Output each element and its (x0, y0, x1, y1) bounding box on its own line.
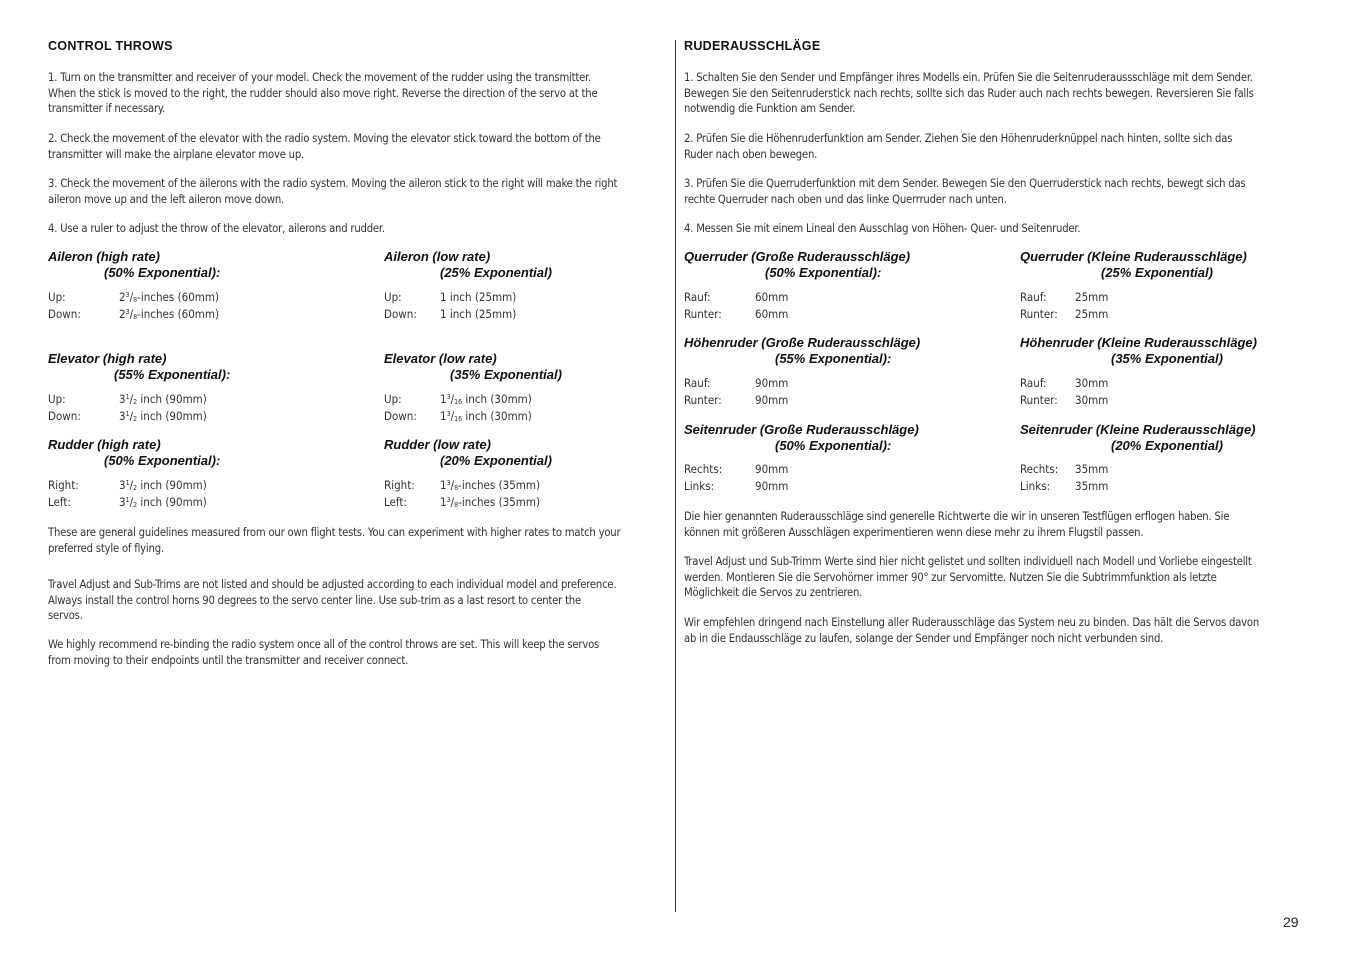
value-whole: 1 (440, 495, 447, 509)
subheading-line: Elevator (low rate) (384, 351, 497, 366)
throw-value: $2^3/_8$-inches (60mm) (119, 290, 219, 304)
instruction-2-en (48, 131, 665, 162)
rebinding-note-en (48, 637, 665, 668)
throw-label: Rechts: (684, 462, 723, 476)
throw-value: 60mm (755, 290, 789, 304)
throw-value: $1^3/_8$-inches (35mm) (440, 478, 540, 492)
text-line: 3. Check the movement of the ailerons with the radio system. Moving the aileron stick to the right will make the right (48, 177, 618, 190)
section-heading-en: CONTROL THROWS (48, 39, 173, 53)
instruction-3-en (48, 176, 665, 207)
subheading-line: (50% Exponential): (104, 453, 221, 468)
value-rest: inch (90mm) (137, 478, 207, 492)
value-rest: inch (90mm) (137, 495, 207, 509)
value-rest: inch (90mm) (137, 392, 207, 406)
querruder-low-rate-title (1020, 249, 1247, 281)
text-line: We highly recommend re-binding the radio system once all of the control throws are set. This will keep the servos (48, 638, 600, 651)
page-number: 29 (1283, 914, 1299, 930)
throw-value: 90mm (755, 376, 789, 390)
throw-label: Up: (48, 392, 66, 406)
fraction-numerator: 1 (125, 496, 130, 504)
subheading-line: (25% Exponential) (440, 265, 552, 280)
fraction-denominator: 2 (133, 398, 138, 406)
throw-value: $1^3/_8$-inches (35mm) (440, 495, 540, 509)
text-line: 1. Schalten Sie den Sender und Empfänger ihres Modells ein. Prüfen Sie die Seitenruderaussschläge mit dem Sender. (684, 71, 1253, 84)
subheading-line: Höhenruder (Kleine Ruderausschläge) (1020, 335, 1257, 350)
text-line: Travel Adjust and Sub-Trims are not listed and should be adjusted according to each individual model and preference. (48, 578, 617, 591)
value-rest: inch (90mm) (137, 409, 207, 423)
value-whole: 1 (440, 392, 447, 406)
subheading-line: Querruder (Große Ruderausschläge) (684, 249, 911, 264)
throw-value: 25mm (1075, 290, 1109, 304)
elevator-high-rate-title (48, 351, 230, 383)
instruction-3-de (684, 176, 1304, 207)
value-rest: inch (30mm) (462, 409, 532, 423)
throw-label: Rauf: (1020, 290, 1047, 304)
subheading-line: (50% Exponential): (775, 438, 892, 453)
throw-value: 90mm (755, 393, 789, 407)
throw-label: Down: (384, 307, 417, 321)
subheading-line: (55% Exponential): (114, 367, 231, 382)
fraction-denominator: 2 (133, 484, 138, 492)
throw-value: 60mm (755, 307, 789, 321)
value-rest: -inches (35mm) (458, 478, 540, 492)
throw-value: $3^1/_2$ inch (90mm) (119, 478, 207, 492)
throw-label: Rauf: (1020, 376, 1047, 390)
text-line: When the stick is moved to the right, the rudder should also move right. Reverse the direction of the servo at the (48, 86, 598, 100)
subheading-line: (50% Exponential): (765, 265, 882, 280)
text-line: Bewegen Sie den Seitenruderstick nach rechts, sollte sich das Ruder auch nach rechts bewegen. Reversieren Sie falls (684, 86, 1254, 100)
text-line: These are general guidelines measured from our own flight tests. You can experiment with higher rates to match your (48, 526, 621, 539)
fraction-denominator: 8 (454, 501, 459, 509)
subheading-line: Höhenruder (Große Ruderausschläge) (684, 335, 921, 350)
instruction-4-en (48, 221, 665, 237)
throw-value: $3^1/_2$ inch (90mm) (119, 409, 207, 423)
value-whole: 3 (119, 478, 126, 492)
fraction-denominator: 2 (133, 501, 138, 509)
throw-value: $1^3/_{16}$ inch (30mm) (440, 392, 532, 406)
subheading-line: (50% Exponential): (104, 265, 221, 280)
section-heading-de: RUDERAUSSCHLÄGE (684, 39, 821, 53)
guidelines-note-de (684, 509, 1304, 540)
instruction-2-de (684, 131, 1304, 162)
text-line: Möglichkeit die Servos zu zentrieren. (684, 586, 863, 599)
throw-value: 35mm (1075, 479, 1109, 493)
fraction-denominator: 8 (454, 484, 459, 492)
throw-value: $3^1/_2$ inch (90mm) (119, 392, 207, 406)
fraction-numerator: 3 (446, 393, 451, 401)
instruction-4-de (684, 221, 1304, 237)
subheading-line: Rudder (high rate) (48, 437, 161, 452)
throw-label: Up: (384, 392, 402, 406)
throw-label: Runter: (684, 307, 722, 321)
throw-label: Runter: (1020, 393, 1058, 407)
throw-value: $3^1/_2$ inch (90mm) (119, 495, 207, 509)
value-rest: -inches (60mm) (137, 307, 219, 321)
text-line: transmitter if necessary. (48, 102, 166, 115)
fraction-denominator: 8 (133, 296, 138, 304)
throw-value: 1 inch (25mm) (440, 290, 517, 304)
fraction-numerator: 3 (446, 496, 451, 504)
subheading-line: Querruder (Kleine Ruderausschläge) (1020, 249, 1247, 264)
throw-value: 90mm (755, 462, 789, 476)
text-line: notwendig die Funktion am Sender. (684, 102, 856, 115)
subheading-line: (25% Exponential) (1101, 265, 1213, 280)
fraction-denominator: 8 (133, 313, 138, 321)
subheading-line: Seitenruder (Große Ruderausschläge) (684, 422, 919, 437)
text-line: 1. Turn on the transmitter and receiver of your model. Check the movement of the rudder using the transmitter. (48, 71, 592, 84)
text-line: Wir empfehlen dringend nach Einstellung aller Ruderausschläge das System neu zu binden. Das hält die Servos davon (684, 616, 1260, 629)
aileron-high-rate-title (48, 249, 220, 281)
text-line: transmitter will make the airplane elevator move up. (48, 147, 305, 161)
text-line: 4. Messen Sie mit einem Lineal den Ausschlag von Höhen- Quer- und Seitenruder. (684, 222, 1081, 235)
instruction-1-de (684, 70, 1304, 117)
subheading-line: (20% Exponential) (1111, 438, 1223, 453)
rudder-high-rate-title (48, 437, 220, 469)
hoehenruder-high-rate-title (684, 335, 920, 367)
rudder-low-rate-title (384, 437, 552, 469)
subheading-line: Aileron (low rate) (384, 249, 491, 264)
fraction-numerator: 3 (125, 291, 130, 299)
value-whole: 2 (119, 307, 126, 321)
rebinding-note-de (684, 615, 1304, 646)
subheading-line: (35% Exponential) (450, 367, 562, 382)
fraction-numerator: 3 (446, 479, 451, 487)
text-line: aileron move up and the left aileron move down. (48, 192, 285, 206)
fraction-numerator: 1 (125, 410, 130, 418)
throw-label: Links: (1020, 479, 1051, 493)
instruction-1-en (48, 70, 665, 117)
value-whole: 2 (119, 290, 126, 304)
text-line: 2. Prüfen Sie die Höhenruderfunktion am Sender. Ziehen Sie den Höhenruderknüppel nach hinten, sollte sich das (684, 132, 1233, 145)
value-whole: 3 (119, 495, 126, 509)
text-line: servos. (48, 609, 83, 622)
text-line: from moving to their endpoints until the transmitter and receiver connect. (48, 653, 409, 667)
subheading-line: Elevator (high rate) (48, 351, 167, 366)
throw-value: 30mm (1075, 376, 1109, 390)
throw-label: Down: (48, 307, 81, 321)
text-line: Ruder nach oben bewegen. (684, 147, 818, 161)
text-line: rechte Querruder nach oben und das linke Querrruder nach unten. (684, 192, 1007, 206)
throw-label: Runter: (684, 393, 722, 407)
text-line: werden. Montieren Sie die Servohörner immer 90° zur Servomitte. Nutzen Sie die Subtrimmfunktion als letzte (684, 570, 1217, 584)
throw-label: Down: (384, 409, 417, 423)
throw-label: Right: (48, 478, 79, 492)
value-rest: inch (30mm) (462, 392, 532, 406)
value-whole: 3 (119, 409, 126, 423)
value-whole: 1 (440, 409, 447, 423)
throw-label: Runter: (1020, 307, 1058, 321)
throw-label: Rauf: (684, 290, 711, 304)
throw-label: Rauf: (684, 376, 711, 390)
subheading-line: (20% Exponential) (440, 453, 552, 468)
subheading-line: Aileron (high rate) (48, 249, 160, 264)
travel-adjust-note-en (48, 577, 665, 624)
throw-value: $2^3/_8$-inches (60mm) (119, 307, 219, 321)
throw-value: 90mm (755, 479, 789, 493)
column-divider (675, 40, 676, 912)
throw-label: Left: (384, 495, 407, 509)
travel-adjust-note-de (684, 554, 1304, 601)
fraction-denominator: 16 (454, 398, 463, 406)
seitenruder-low-rate-title (1020, 422, 1256, 454)
throw-value: $1^3/_{16}$ inch (30mm) (440, 409, 532, 423)
text-line: preferred style of flying. (48, 541, 164, 555)
aileron-low-rate-title (384, 249, 552, 281)
fraction-numerator: 3 (125, 308, 130, 316)
fraction-denominator: 16 (454, 415, 463, 423)
throw-label: Links: (684, 479, 715, 493)
subheading-line: Rudder (low rate) (384, 437, 491, 452)
throw-value: 35mm (1075, 462, 1109, 476)
text-line: 3. Prüfen Sie die Querruderfunktion mit dem Sender. Bewegen Sie den Querruderstick nach rechts, bewegt sich das (684, 177, 1246, 190)
throw-label: Up: (48, 290, 66, 304)
value-whole: 1 (440, 478, 447, 492)
subheading-line: (55% Exponential): (775, 351, 892, 366)
throw-label: Up: (384, 290, 402, 304)
text-line: Always install the control horns 90 degrees to the servo center line. Use sub-trim as a last resort to center the (48, 593, 581, 607)
throw-label: Down: (48, 409, 81, 423)
text-line: Travel Adjust und Sub-Trimm Werte sind hier nicht gelistet und sollten individuell nach Modell und Vorliebe eingestellt (684, 555, 1252, 568)
throw-label: Right: (384, 478, 415, 492)
subheading-line: (35% Exponential) (1111, 351, 1223, 366)
throw-value: 25mm (1075, 307, 1109, 321)
text-line: 4. Use a ruler to adjust the throw of the elevator, ailerons and rudder. (48, 222, 385, 235)
text-line: ab in die Endausschläge zu laufen, solange der Sender und Empfänger noch nicht verbunden sind. (684, 631, 1164, 645)
text-line: 2. Check the movement of the elevator with the radio system. Moving the elevator stick toward the bottom of the (48, 132, 601, 145)
throw-label: Rechts: (1020, 462, 1059, 476)
text-line: können mit größeren Ausschlägen experimentieren wenn diese mehr zu ihrem Flugstil passen. (684, 525, 1144, 539)
querruder-high-rate-title (684, 249, 910, 281)
fraction-numerator: 1 (125, 393, 130, 401)
guidelines-note-en (48, 525, 665, 556)
text-line: Die hier genannten Ruderausschläge sind generelle Richtwerte die wir in unseren Testflügen erflogen haben. Sie (684, 510, 1230, 523)
subheading-line: Seitenruder (Kleine Ruderausschläge) (1020, 422, 1256, 437)
value-rest: -inches (60mm) (137, 290, 219, 304)
fraction-numerator: 3 (446, 410, 451, 418)
fraction-numerator: 1 (125, 479, 130, 487)
value-whole: 3 (119, 392, 126, 406)
seitenruder-high-rate-title (684, 422, 919, 454)
throw-value: 1 inch (25mm) (440, 307, 517, 321)
hoehenruder-low-rate-title (1020, 335, 1257, 367)
fraction-denominator: 2 (133, 415, 138, 423)
elevator-low-rate-title (384, 351, 562, 383)
throw-value: 30mm (1075, 393, 1109, 407)
throw-label: Left: (48, 495, 71, 509)
value-rest: -inches (35mm) (458, 495, 540, 509)
